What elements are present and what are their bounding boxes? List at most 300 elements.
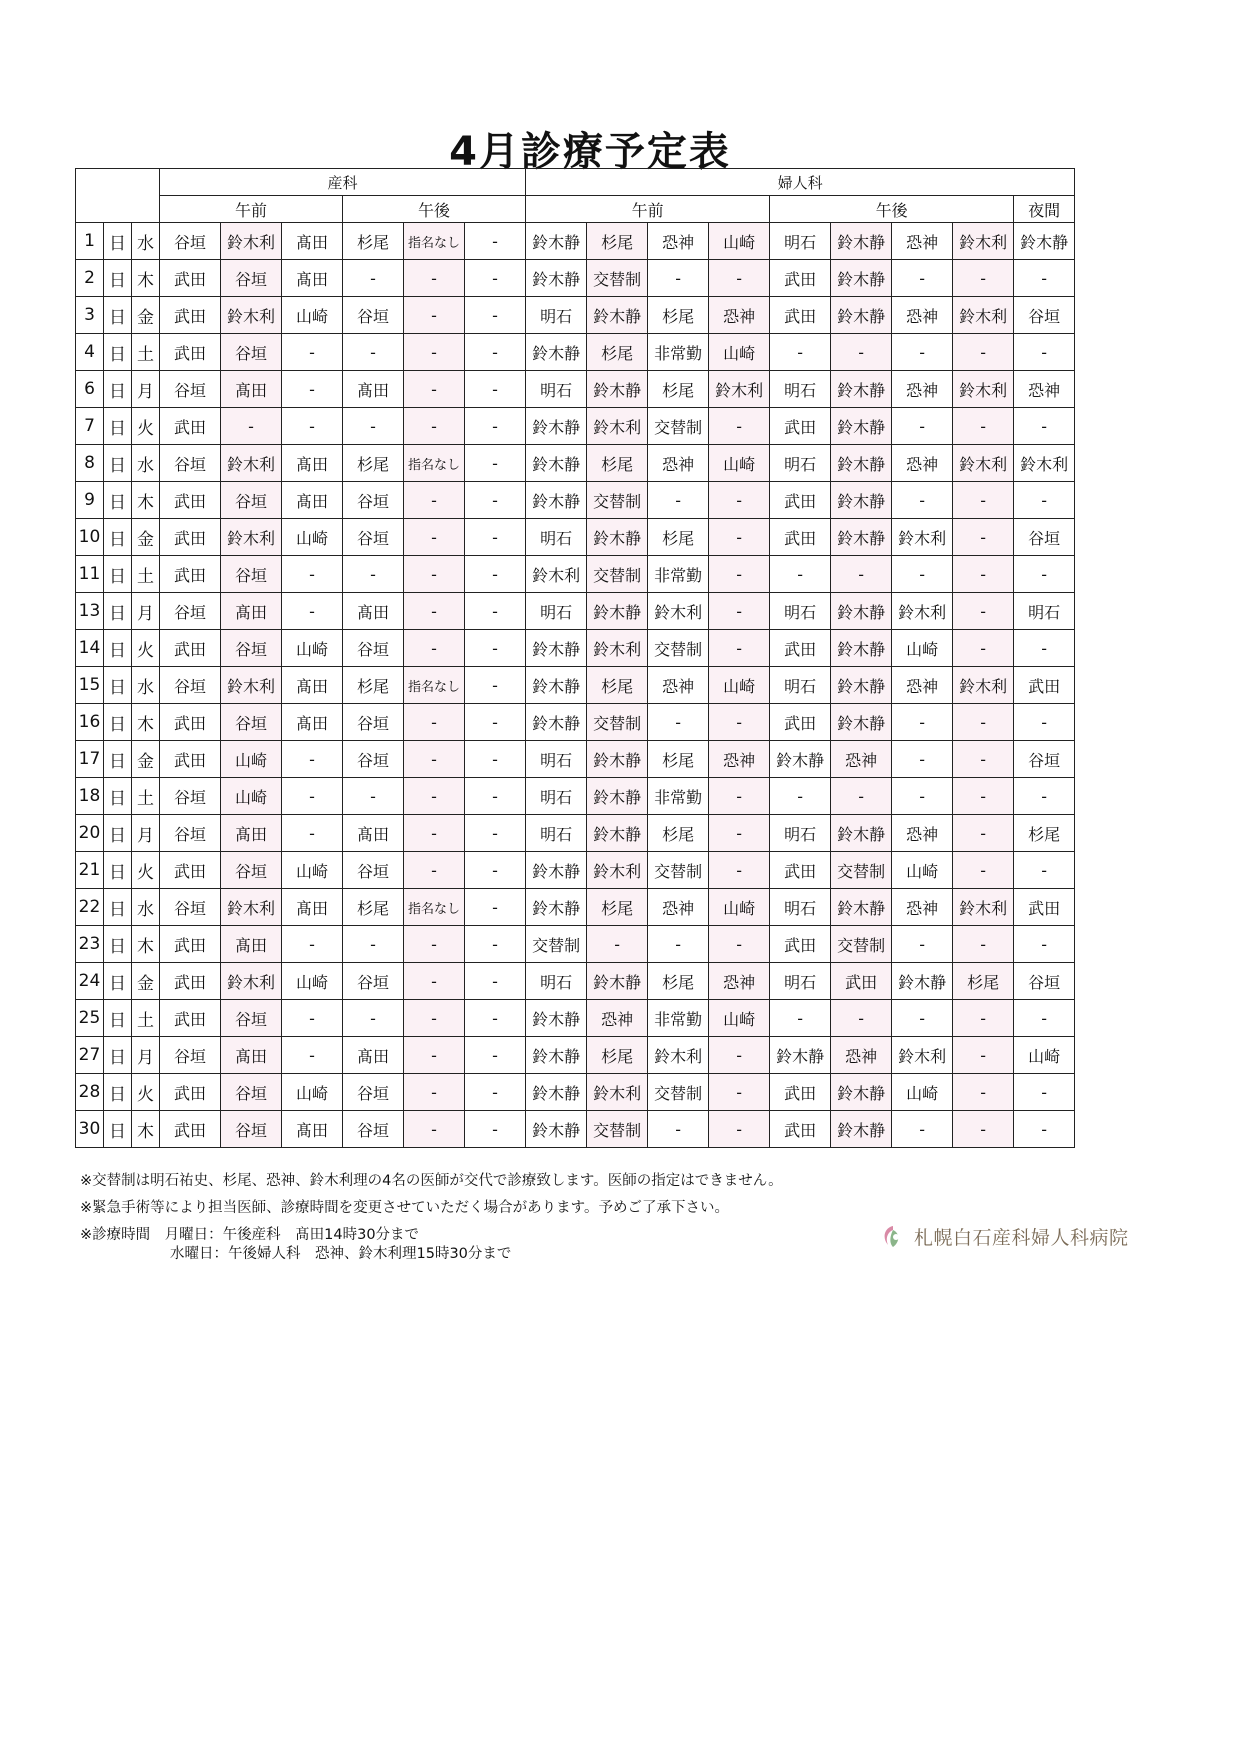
day-number: 13 [76,593,104,630]
day-unit: 日 [104,371,132,408]
doctor-cell: - [770,1000,831,1037]
weekday: 火 [132,630,160,667]
schedule-row [76,260,1136,297]
doctor-cell: 杉尾 [953,963,1014,1000]
doctor-cell: 谷垣 [160,778,221,815]
schedule-row [76,223,1136,260]
doctor-cell: - [709,1074,770,1111]
doctor-cell: - [343,556,404,593]
doctor-cell: - [343,1000,404,1037]
doctor-cell: - [892,926,953,963]
doctor-cell: 恐神 [892,889,953,926]
day-unit: 日 [104,778,132,815]
doctor-cell: - [892,1000,953,1037]
doctor-cell: - [709,556,770,593]
doctor-cell: - [282,926,343,963]
doctor-cell: 鈴木静 [831,1074,892,1111]
weekday: 月 [132,371,160,408]
doctor-cell: 谷垣 [221,1000,282,1037]
doctor-cell: - [404,926,465,963]
doctor-cell: 非常勤 [648,334,709,371]
doctor-cell: 髙田 [282,260,343,297]
weekday: 火 [132,1074,160,1111]
doctor-cell: - [465,963,526,1000]
doctor-cell: 交替制 [587,1111,648,1148]
doctor-cell: 交替制 [587,556,648,593]
doctor-cell: 髙田 [282,1111,343,1148]
doctor-cell: - [404,556,465,593]
doctor-cell: 武田 [160,556,221,593]
doctor-cell: 明石 [770,445,831,482]
schedule-row [76,1000,1136,1037]
schedule-row [76,926,1136,963]
doctor-cell: 髙田 [221,815,282,852]
doctor-cell: 杉尾 [587,223,648,260]
doctor-cell: 谷垣 [221,1074,282,1111]
doctor-cell: - [892,741,953,778]
notes [80,1172,783,1263]
doctor-cell: - [953,704,1014,741]
doctor-cell: - [953,556,1014,593]
doctor-cell: 武田 [160,297,221,334]
doctor-cell: - [709,778,770,815]
weekday: 水 [132,667,160,704]
doctor-cell: 山崎 [1014,1037,1075,1074]
doctor-cell: - [404,482,465,519]
doctor-cell: 武田 [160,630,221,667]
doctor-cell: - [282,556,343,593]
doctor-cell: - [343,334,404,371]
doctor-cell: 恐神 [587,1000,648,1037]
doctor-cell: - [282,371,343,408]
doctor-cell: 明石 [526,371,587,408]
doctor-cell: 恐神 [648,667,709,704]
doctor-cell: - [892,334,953,371]
doctor-cell: - [831,334,892,371]
doctor-cell: - [282,815,343,852]
doctor-cell: 鈴木静 [526,704,587,741]
doctor-cell: 武田 [160,260,221,297]
schedule-row [76,556,1136,593]
doctor-cell: 髙田 [282,704,343,741]
day-unit: 日 [104,630,132,667]
doctor-cell: - [282,741,343,778]
header-gynecology-morning: 午前 [526,196,770,223]
doctor-cell: 鈴木利 [221,667,282,704]
doctor-cell: - [831,778,892,815]
schedule-row [76,482,1136,519]
doctor-cell: 鈴木静 [526,1000,587,1037]
day-unit: 日 [104,1037,132,1074]
doctor-cell: 谷垣 [343,852,404,889]
doctor-cell: - [709,704,770,741]
doctor-cell: 明石 [770,889,831,926]
doctor-cell: 鈴木静 [831,815,892,852]
doctor-cell: - [404,260,465,297]
doctor-cell: 非常勤 [648,1000,709,1037]
doctor-cell: - [709,926,770,963]
doctor-cell: 髙田 [282,482,343,519]
doctor-cell: 武田 [770,519,831,556]
doctor-cell: - [404,1111,465,1148]
doctor-cell: 鈴木利 [648,593,709,630]
doctor-cell: 杉尾 [648,815,709,852]
weekday: 木 [132,260,160,297]
doctor-cell: - [953,1111,1014,1148]
doctor-cell: 髙田 [343,371,404,408]
doctor-cell: 恐神 [709,963,770,1000]
doctor-cell: 武田 [1014,667,1075,704]
doctor-cell: 鈴木静 [831,889,892,926]
doctor-cell: 鈴木利 [953,445,1014,482]
doctor-cell: 鈴木利 [1014,445,1075,482]
doctor-cell: 明石 [1014,593,1075,630]
doctor-cell: 恐神 [831,1037,892,1074]
doctor-cell: 武田 [160,704,221,741]
doctor-cell: - [465,889,526,926]
doctor-cell: 鈴木静 [831,260,892,297]
doctor-cell: - [404,1000,465,1037]
doctor-cell: 鈴木静 [526,408,587,445]
doctor-cell: 鈴木利 [221,297,282,334]
weekday: 月 [132,815,160,852]
doctor-cell: 杉尾 [587,667,648,704]
doctor-cell: 山崎 [709,889,770,926]
doctor-cell: 谷垣 [343,630,404,667]
doctor-cell: - [221,408,282,445]
doctor-cell: - [953,334,1014,371]
doctor-cell: 非常勤 [648,778,709,815]
doctor-cell: - [1014,1111,1075,1148]
header-gynecology-afternoon: 午後 [770,196,1014,223]
doctor-cell: 谷垣 [343,297,404,334]
doctor-cell: 鈴木利 [892,519,953,556]
doctor-cell: - [1014,1074,1075,1111]
doctor-cell: 鈴木静 [587,297,648,334]
doctor-cell: - [953,482,1014,519]
day-number: 8 [76,445,104,482]
weekday: 木 [132,482,160,519]
schedule-row [76,630,1136,667]
doctor-cell: 交替制 [526,926,587,963]
day-unit: 日 [104,852,132,889]
doctor-cell: 山崎 [282,519,343,556]
weekday: 水 [132,889,160,926]
doctor-cell: - [1014,482,1075,519]
doctor-cell: 鈴木静 [831,408,892,445]
day-number: 27 [76,1037,104,1074]
schedule-row [76,889,1136,926]
doctor-cell: 武田 [160,741,221,778]
doctor-cell: - [404,852,465,889]
doctor-cell: 杉尾 [648,297,709,334]
doctor-cell: 武田 [160,852,221,889]
doctor-cell: - [1014,556,1075,593]
doctor-cell: 谷垣 [343,1074,404,1111]
doctor-cell: 武田 [770,1111,831,1148]
doctor-cell: - [1014,260,1075,297]
doctor-cell: 鈴木利 [587,852,648,889]
doctor-cell: 交替制 [831,926,892,963]
day-unit: 日 [104,297,132,334]
day-number: 11 [76,556,104,593]
doctor-cell: 明石 [526,593,587,630]
doctor-cell: 谷垣 [1014,963,1075,1000]
doctor-cell: 山崎 [709,445,770,482]
doctor-cell: - [465,482,526,519]
doctor-cell: 恐神 [709,741,770,778]
doctor-cell: 恐神 [648,889,709,926]
doctor-cell: - [343,260,404,297]
doctor-cell: 谷垣 [160,593,221,630]
doctor-cell: 恐神 [892,223,953,260]
doctor-cell: 明石 [526,519,587,556]
day-number: 24 [76,963,104,1000]
doctor-cell: 鈴木静 [587,815,648,852]
day-number: 21 [76,852,104,889]
doctor-cell: 武田 [770,482,831,519]
doctor-cell: 杉尾 [648,963,709,1000]
doctor-cell: 武田 [160,519,221,556]
doctor-cell: 鈴木静 [892,963,953,1000]
doctor-cell: 髙田 [343,815,404,852]
doctor-cell: 谷垣 [343,1111,404,1148]
weekday: 木 [132,704,160,741]
header-corner [76,169,160,223]
doctor-cell: - [343,408,404,445]
day-number: 3 [76,297,104,334]
day-number: 20 [76,815,104,852]
doctor-cell: 谷垣 [221,630,282,667]
day-number: 4 [76,334,104,371]
doctor-cell: 山崎 [282,1074,343,1111]
doctor-cell: 谷垣 [160,667,221,704]
doctor-cell: - [465,556,526,593]
doctor-cell: 杉尾 [648,371,709,408]
doctor-cell: 明石 [526,297,587,334]
doctor-cell: - [404,334,465,371]
day-unit: 日 [104,260,132,297]
day-number: 16 [76,704,104,741]
doctor-cell: - [953,1000,1014,1037]
doctor-cell: 鈴木静 [526,223,587,260]
doctor-cell: 明石 [526,778,587,815]
doctor-cell: 山崎 [892,630,953,667]
doctor-cell: 杉尾 [1014,815,1075,852]
doctor-cell: - [404,408,465,445]
day-unit: 日 [104,593,132,630]
doctor-cell: 谷垣 [1014,741,1075,778]
doctor-cell: 鈴木静 [526,1037,587,1074]
doctor-cell: - [465,667,526,704]
weekday: 水 [132,223,160,260]
doctor-cell: 武田 [160,926,221,963]
doctor-cell: 恐神 [648,445,709,482]
doctor-cell: 鈴木静 [587,371,648,408]
doctor-cell: - [404,704,465,741]
doctor-cell: 交替制 [831,852,892,889]
day-unit: 日 [104,334,132,371]
doctor-cell: 武田 [1014,889,1075,926]
doctor-cell: 明石 [770,667,831,704]
doctor-cell: 交替制 [648,630,709,667]
doctor-cell: - [709,260,770,297]
doctor-cell: - [1014,852,1075,889]
doctor-cell: 武田 [160,1074,221,1111]
doctor-cell: - [953,778,1014,815]
doctor-cell: 交替制 [587,482,648,519]
day-number: 25 [76,1000,104,1037]
doctor-cell: 鈴木静 [831,704,892,741]
doctor-cell: - [465,371,526,408]
doctor-cell: - [892,778,953,815]
doctor-cell: 谷垣 [343,963,404,1000]
day-unit: 日 [104,519,132,556]
doctor-cell: - [343,926,404,963]
doctor-cell: - [648,260,709,297]
doctor-cell: 武田 [160,1000,221,1037]
doctor-cell: 恐神 [648,223,709,260]
doctor-cell: 明石 [770,815,831,852]
day-unit: 日 [104,889,132,926]
doctor-cell: - [892,482,953,519]
doctor-cell: 武田 [160,963,221,1000]
doctor-cell: 谷垣 [160,445,221,482]
doctor-cell: 交替制 [648,1074,709,1111]
doctor-cell: 鈴木静 [831,519,892,556]
doctor-cell: 恐神 [892,667,953,704]
doctor-cell: - [404,1037,465,1074]
doctor-cell: 恐神 [831,741,892,778]
doctor-cell: 山崎 [892,852,953,889]
doctor-cell: 谷垣 [221,482,282,519]
doctor-cell: 明石 [770,963,831,1000]
doctor-cell: 鈴木利 [953,297,1014,334]
doctor-cell: - [404,297,465,334]
schedule-row [76,334,1136,371]
doctor-cell: 鈴木静 [526,889,587,926]
schedule-row [76,741,1136,778]
doctor-cell: - [831,1000,892,1037]
doctor-cell: 谷垣 [343,704,404,741]
doctor-cell: - [770,334,831,371]
day-number: 2 [76,260,104,297]
doctor-cell: 武田 [770,926,831,963]
doctor-cell: 鈴木静 [526,260,587,297]
doctor-cell: 谷垣 [160,1037,221,1074]
schedule-row [76,593,1136,630]
schedule-row [76,778,1136,815]
doctor-cell: 鈴木静 [831,1111,892,1148]
doctor-cell: 髙田 [282,889,343,926]
schedule-row [76,519,1136,556]
day-number: 6 [76,371,104,408]
doctor-cell: - [465,741,526,778]
day-number: 18 [76,778,104,815]
doctor-cell: 交替制 [648,852,709,889]
doctor-cell: 山崎 [221,741,282,778]
doctor-cell: - [953,519,1014,556]
doctor-cell: 谷垣 [221,704,282,741]
doctor-cell: - [465,630,526,667]
doctor-cell: - [1014,408,1075,445]
doctor-cell: - [404,593,465,630]
doctor-cell: - [465,1037,526,1074]
doctor-cell: 鈴木利 [221,889,282,926]
doctor-cell: 鈴木利 [526,556,587,593]
doctor-cell: 非常勤 [648,556,709,593]
doctor-cell: 杉尾 [343,667,404,704]
doctor-cell: 交替制 [648,408,709,445]
doctor-cell: 鈴木静 [587,593,648,630]
doctor-cell: 明石 [770,593,831,630]
doctor-cell: - [404,741,465,778]
doctor-cell: 明石 [770,371,831,408]
doctor-cell: - [648,482,709,519]
weekday: 火 [132,408,160,445]
doctor-cell: 鈴木静 [831,297,892,334]
doctor-cell: 鈴木静 [587,778,648,815]
day-number: 1 [76,223,104,260]
doctor-cell: 杉尾 [648,741,709,778]
hospital-brand [880,1223,1129,1250]
doctor-cell: 武田 [770,852,831,889]
schedule-row [76,963,1136,1000]
doctor-cell: 武田 [770,408,831,445]
doctor-cell: - [282,593,343,630]
doctor-cell: 髙田 [282,445,343,482]
schedule-row [76,1074,1136,1111]
day-unit: 日 [104,815,132,852]
doctor-cell: 髙田 [343,1037,404,1074]
doctor-cell: 鈴木静 [526,630,587,667]
doctor-cell: 鈴木静 [526,334,587,371]
doctor-cell: - [770,556,831,593]
doctor-cell: - [282,778,343,815]
weekday: 月 [132,593,160,630]
schedule-row [76,445,1136,482]
schedule-row [76,371,1136,408]
doctor-cell: - [648,1111,709,1148]
doctor-cell: 武田 [160,1111,221,1148]
doctor-cell: 山崎 [709,667,770,704]
doctor-cell: 山崎 [282,630,343,667]
weekday: 水 [132,445,160,482]
doctor-cell: - [404,630,465,667]
doctor-cell: 武田 [770,704,831,741]
doctor-cell: - [1014,778,1075,815]
doctor-cell: - [465,260,526,297]
doctor-cell: 鈴木利 [587,1074,648,1111]
doctor-cell: - [953,926,1014,963]
schedule-row [76,297,1136,334]
note-hours-wednesday: 水曜日：午後婦人科 恐神、鈴木利理15時30分まで [170,1245,512,1262]
doctor-cell: - [953,593,1014,630]
doctor-cell: - [892,260,953,297]
doctor-cell: - [709,519,770,556]
doctor-cell: - [953,630,1014,667]
doctor-cell: 山崎 [221,778,282,815]
doctor-cell: 鈴木静 [526,667,587,704]
doctor-cell: 山崎 [282,852,343,889]
weekday: 月 [132,1037,160,1074]
doctor-cell: 恐神 [892,297,953,334]
doctor-cell: 鈴木利 [221,519,282,556]
day-unit: 日 [104,704,132,741]
header-obstetrics-afternoon: 午後 [343,196,526,223]
doctor-cell: - [282,1037,343,1074]
weekday: 土 [132,556,160,593]
